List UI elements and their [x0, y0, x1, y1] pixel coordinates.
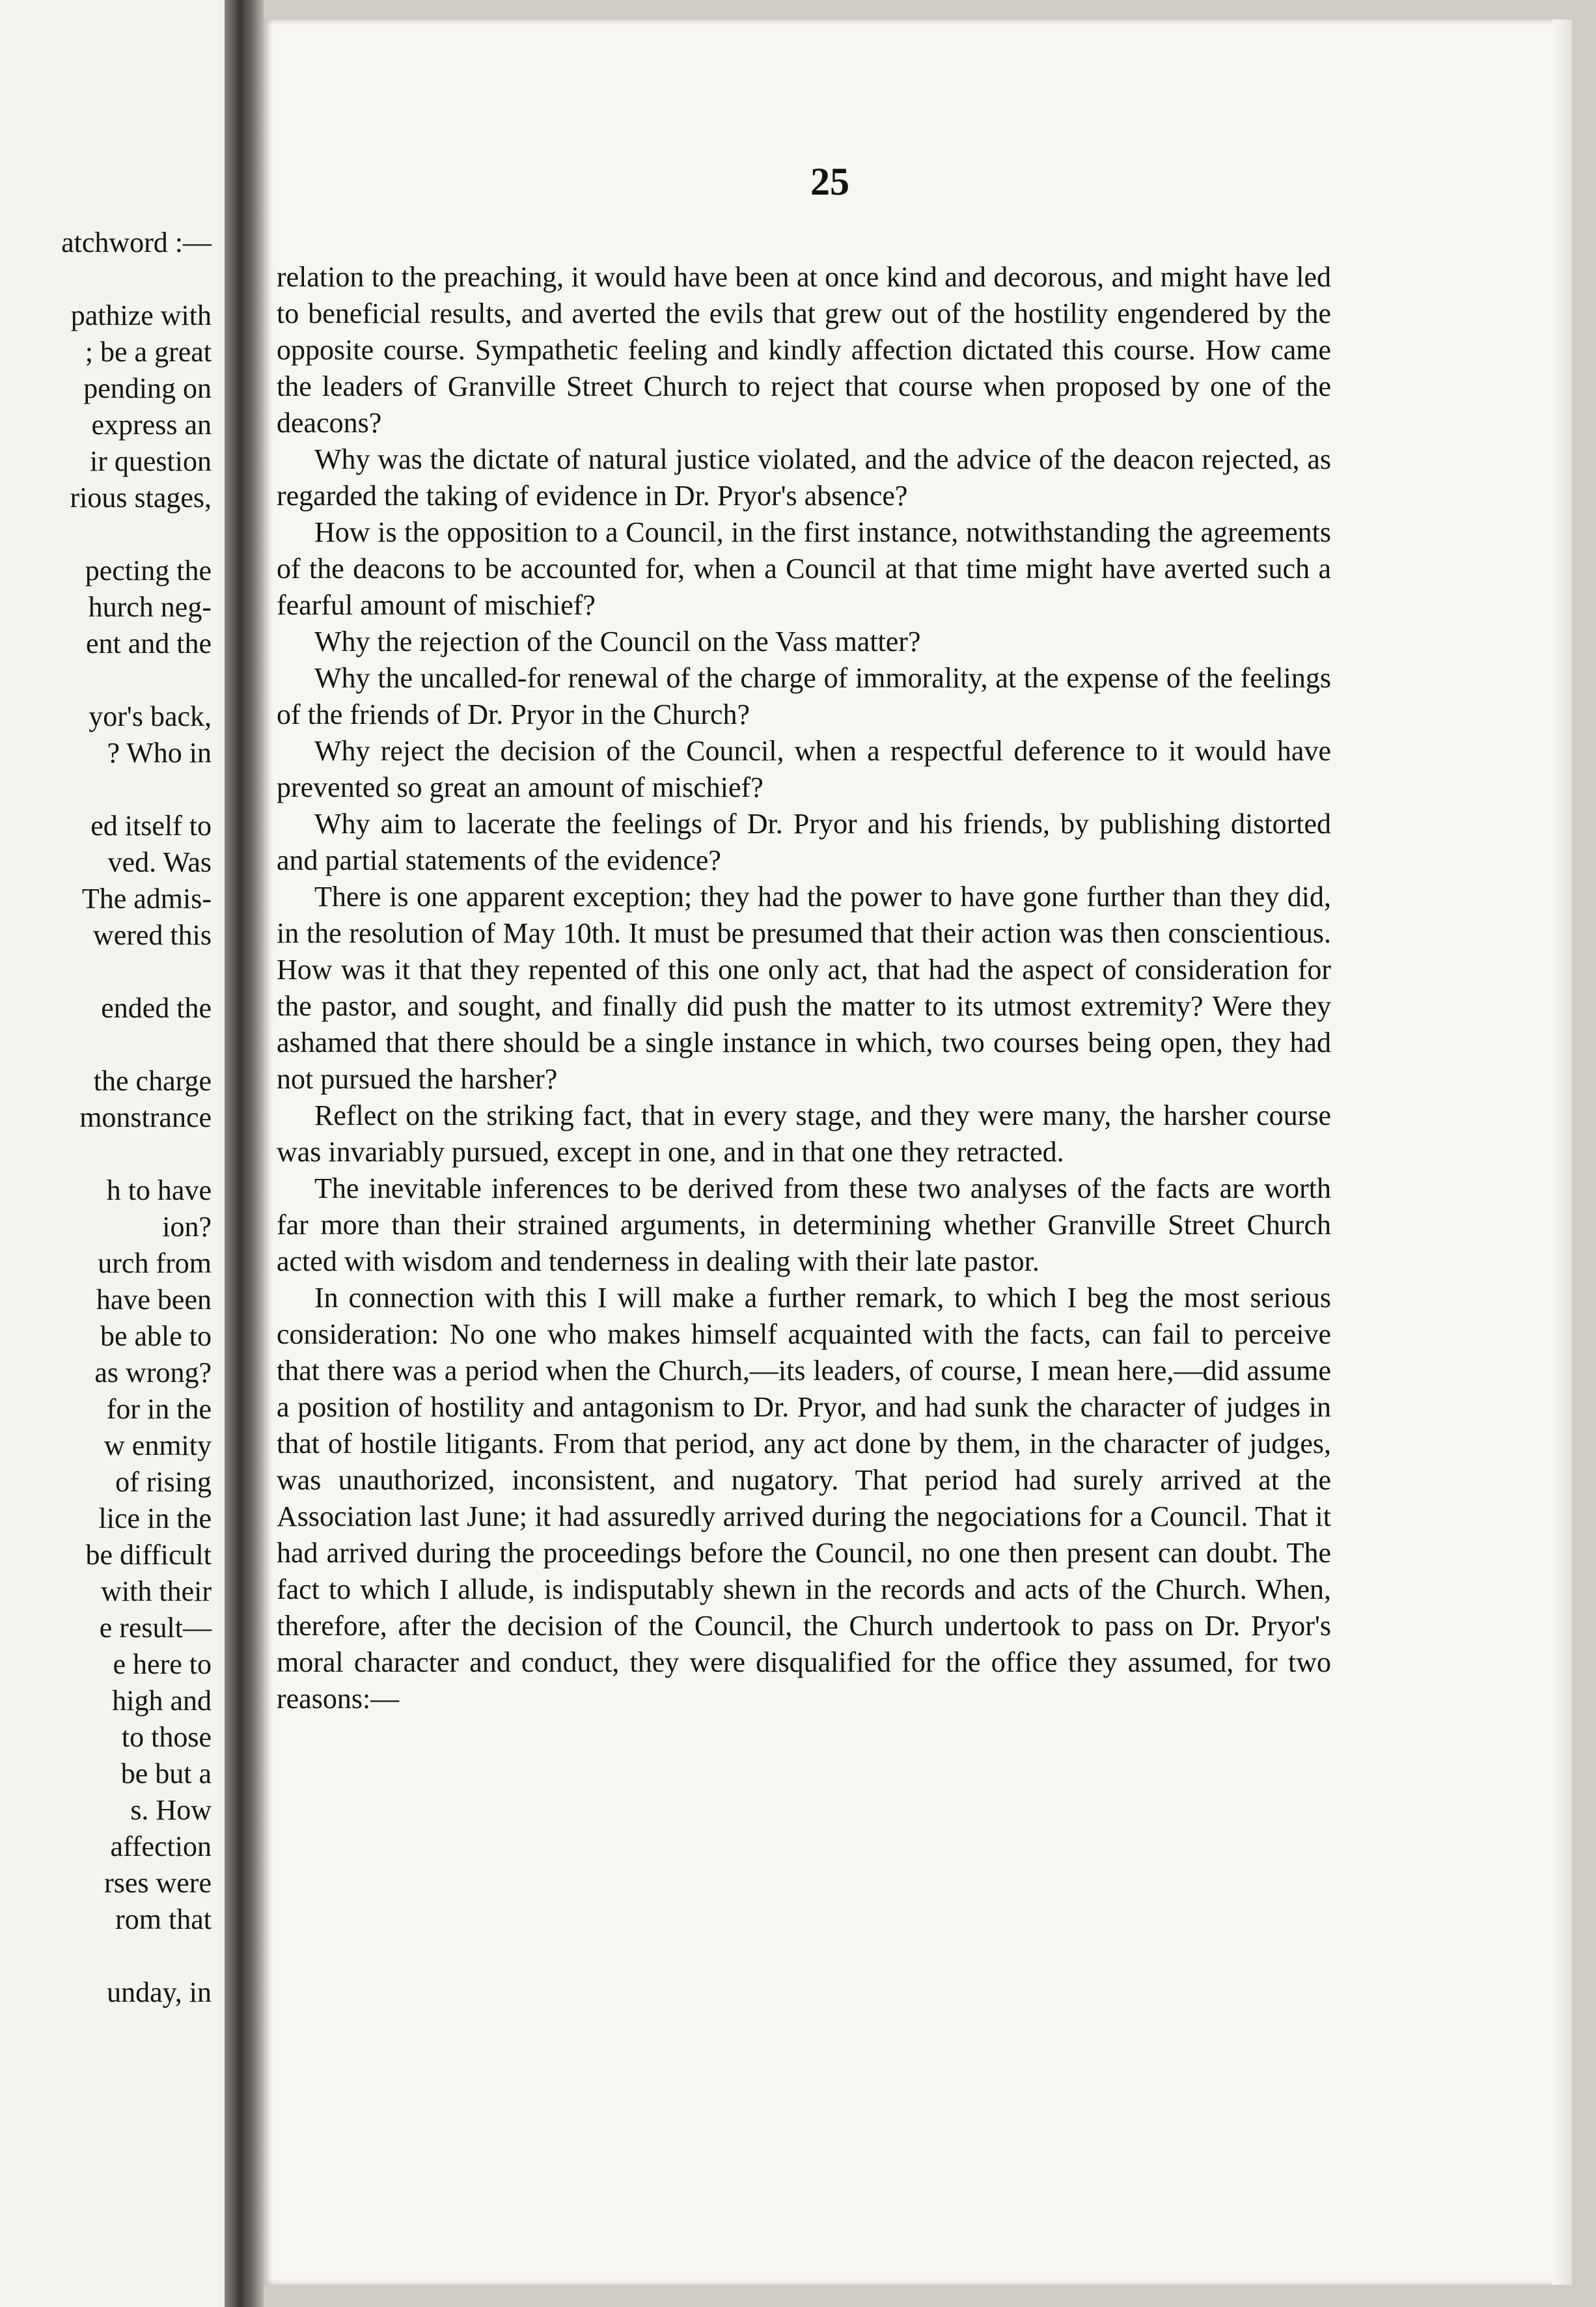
left-fragment-line: be but a: [120, 1758, 212, 1789]
left-fragment-line: ? Who in: [107, 737, 212, 769]
left-fragment-line: be difficult: [85, 1539, 212, 1571]
paragraph: Why was the dictate of natural justice violated, and the advice of the deacon rejected, as regarded the taking of evidence in Dr. Pryor's absence?: [277, 443, 1331, 512]
left-fragment-line: w enmity: [104, 1430, 212, 1461]
left-fragment-line: as wrong?: [94, 1357, 212, 1388]
left-fragment-line: [0, 1136, 212, 1172]
paragraph: relation to the preaching, it would have been at once kind and decorous, and might have led to beneficial results, and averted the evils that grew out of the hostility engendered by the opposite course. Sympathetic feeling and kindly affection dictated this course. How came the leaders of Granville Street Church to reject that course when proposed by one of the deacons?: [277, 261, 1331, 439]
left-fragment-line: s. How: [130, 1794, 212, 1826]
main-page: [264, 20, 1572, 2285]
left-fragment-line: [0, 771, 212, 808]
page-edge-shadow: [1552, 20, 1572, 2285]
left-fragment-line: e result—: [99, 1612, 212, 1644]
left-fragment-line: to those: [121, 1721, 212, 1753]
left-fragment-line: unday, in: [107, 1976, 212, 2008]
left-fragment-line: ved. Was: [107, 846, 212, 878]
left-fragment-line: ended the: [101, 992, 212, 1024]
left-fragment-line: be able to: [100, 1320, 212, 1352]
left-fragment-line: [0, 1938, 212, 1974]
left-fragment-line: rses were: [104, 1867, 212, 1899]
paragraph: Why aim to lacerate the feelings of Dr. Pryor and his friends, by publishing distorted and partial statements of the evidence?: [277, 808, 1331, 876]
left-fragment-line: [0, 516, 212, 553]
left-fragment-line: ed itself to: [90, 810, 212, 842]
left-fragment-line: affection: [110, 1830, 212, 1862]
left-fragment-line: urch from: [98, 1247, 212, 1279]
left-fragment-line: h to have: [106, 1174, 212, 1206]
left-fragment-line: express an: [91, 409, 212, 441]
left-fragment-line: The admis-: [81, 883, 212, 915]
left-fragment-line: monstrance: [79, 1101, 212, 1133]
paragraph: Why reject the decision of the Council, when a respectful deference to it would have prevented so great an amount of mischief?: [277, 735, 1331, 803]
left-fragment-line: rious stages,: [70, 482, 212, 514]
paragraph: There is one apparent exception; they had the power to have gone further than they did, in the resolution of May 10th. It must be presumed that their action was then conscientious. How was it that they repented of this one only act, that had the aspect of consideration for the pastor, and sought, and finally did push the matter to its utmost extremity? Were they ashamed that there should be a single instance in which, two courses being open, they had not pursued the harsher?: [277, 881, 1331, 1095]
left-fragment-line: pecting the: [85, 555, 212, 587]
left-fragment-line: atchword :—: [61, 227, 212, 258]
left-fragment-line: lice in the: [98, 1502, 212, 1534]
left-fragment-line: [0, 1027, 212, 1063]
left-facing-page: [0, 0, 225, 2307]
left-fragment-line: wered this: [92, 919, 212, 951]
paragraph: Why the rejection of the Council on the Vass matter?: [314, 626, 921, 657]
paragraph: Reflect on the striking fact, that in every stage, and they were many, the harsher course was invariably pursued, except in one, and in that one they retracted.: [277, 1099, 1331, 1168]
left-fragment-line: ion?: [162, 1211, 212, 1243]
left-fragment-line: with their: [101, 1575, 212, 1607]
book-gutter: [225, 0, 264, 2307]
left-fragment-line: hurch neg-: [88, 591, 212, 623]
left-fragment-line: [0, 954, 212, 990]
body-text: [277, 259, 1331, 1717]
left-fragment-line: e here to: [113, 1648, 212, 1680]
left-fragment-line: ; be a great: [85, 336, 212, 368]
left-fragment-line: [0, 662, 212, 698]
paragraph: Why the uncalled-for renewal of the charge of immorality, at the expense of the feelings of the friends of Dr. Pryor in the Church?: [277, 662, 1331, 730]
left-fragment-line: high and: [112, 1685, 212, 1717]
paragraph: The inevitable inferences to be derived from these two analyses of the facts are worth far more than their strained arguments, in determining whether Granville Street Church acted with wisdom and tenderness in dealing with their late pastor.: [277, 1172, 1331, 1277]
page-number: 25: [810, 160, 849, 203]
left-fragment-line: [0, 261, 212, 297]
left-fragment-line: yor's back,: [89, 700, 212, 732]
left-fragment-line: of rising: [115, 1466, 212, 1498]
left-fragment-line: pathize with: [70, 299, 212, 331]
left-fragment-line: have been: [96, 1284, 212, 1316]
left-fragment-line: pending on: [83, 372, 212, 404]
paragraph: How is the opposition to a Council, in the first instance, notwithstanding the agreements of the deacons to be accounted for, when a Council at that time might have averted such a fearful amount of mischief?: [277, 516, 1331, 621]
left-fragment-line: rom that: [115, 1903, 212, 1935]
left-fragment-line: for in the: [106, 1393, 212, 1425]
left-page-text-fragments: [0, 225, 212, 2011]
left-fragment-line: ent and the: [85, 628, 212, 659]
left-fragment-line: ir question: [90, 445, 212, 477]
left-fragment-line: the charge: [93, 1065, 212, 1097]
paragraph: In connection with this I will make a further remark, to which I beg the most serious consideration: No one who makes himself acquainted with the facts, can fail to perceive that there was a period when the Church,—its leaders, of course, I mean here,—did assume a position of hostility and antagonism to Dr. Pryor, and had sunk the character of judges in that of hostile litigants. From that period, any act done by them, in the character of judges, was unauthorized, inconsistent, and nugatory. That period had surely arrived at the Association last June; it had assuredly arrived during the negociations for a Council. That it had arrived during the proceedings before the Council, no one then present can doubt. The fact to which I allude, is indisputably shewn in the records and acts of the Church. When, therefore, after the decision of the Council, the Church undertook to pass on Dr. Pryor's moral character and conduct, they were disqualified for the office they assumed, for two reasons:—: [277, 1282, 1331, 1715]
